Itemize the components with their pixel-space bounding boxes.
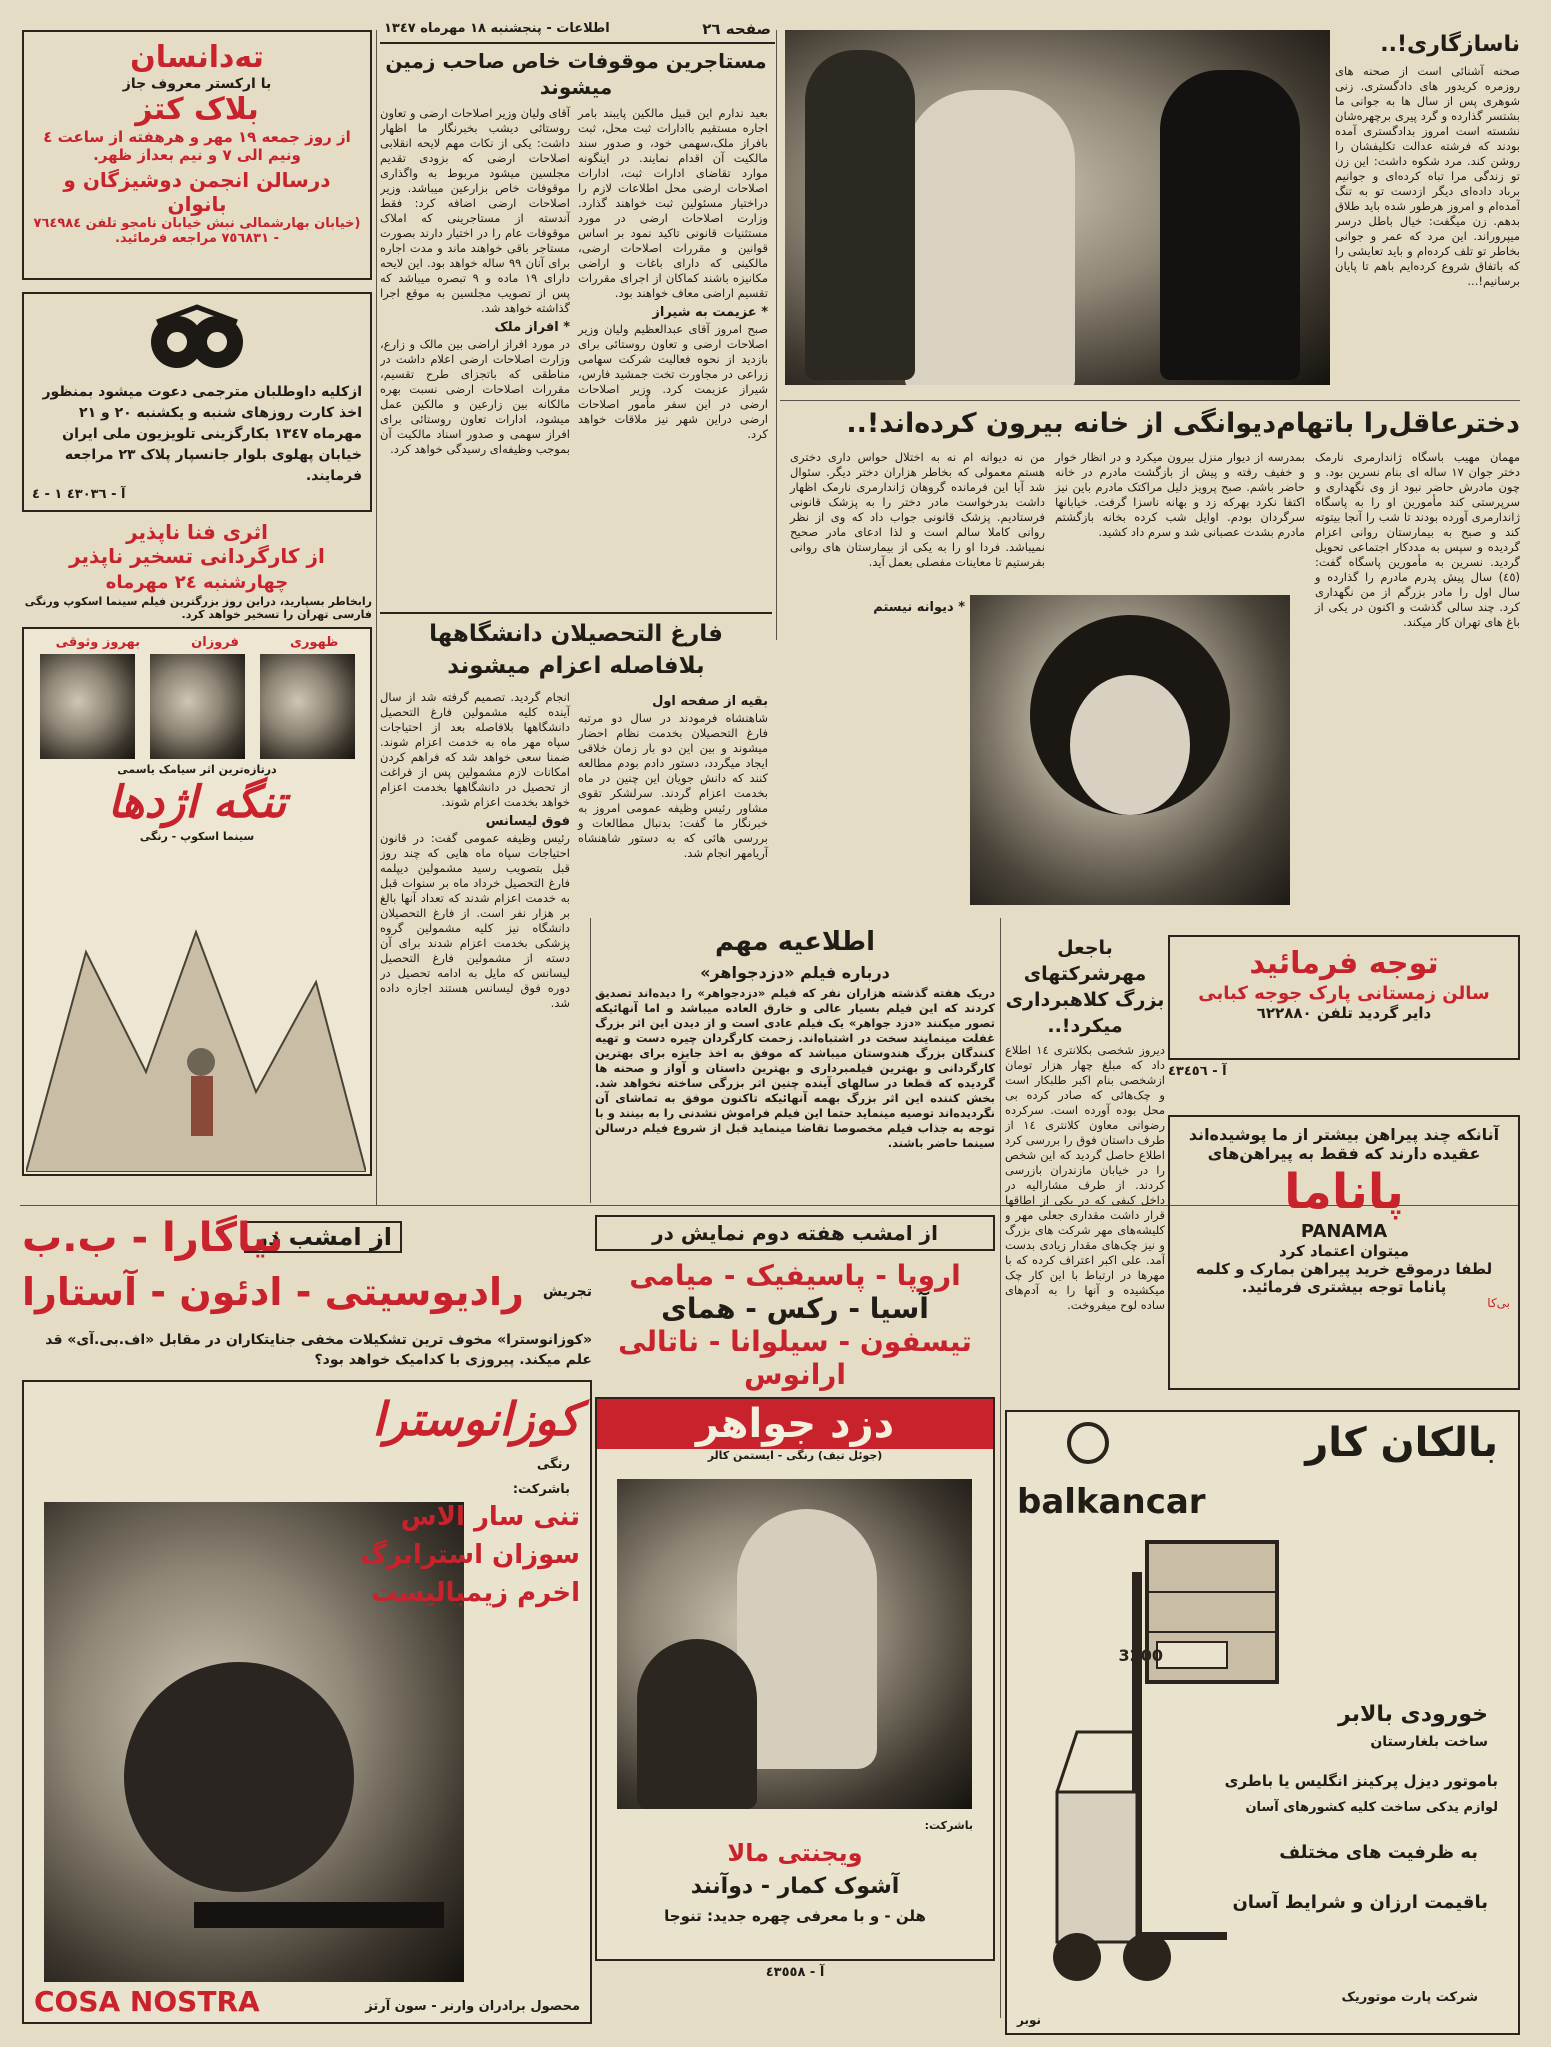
- paper-dateline: اطلاعات - پنجشنبه ١٨ مهرماه ١٣٤٧: [384, 21, 610, 36]
- article-body: بعید ندارم این قبیل مالکین پایبند بامر اجاره مستقیم باادارات ثبت محل، ثبت بافراز ملک،سهمی خود، و صدور سند مالکیت آن اقدام نمایند. در اینگونه موارد تقاضای ادارات ثبت، ادارات اصلاحات ارضی محل اطلاعات لازم را دراختیار مسئولین ثبت خواهند گذارد. وزارت اصلاحات ارضی در مورد مستثنیات قانونی تاکید نمود بر اساس قوانین و مقررات اصلاحات ارضی، مالکینی که دارای باغات و اراضی مکانیزه باشند کماکان از اجرای مقررات تقسیم اراضی معاف خواهند بود.: [578, 106, 768, 300]
- ad-tedansan: [22, 30, 372, 280]
- figure-man: [905, 90, 1075, 385]
- row-rule: [780, 400, 1520, 401]
- article-headline: باجعل مهرشرکتهای بزرگ کلاهبرداری میکرد!..: [1005, 937, 1165, 1037]
- article-sad: [1335, 30, 1520, 395]
- poster-photo: [44, 1502, 464, 1982]
- ad-translators: [22, 292, 372, 512]
- cinema-list: رادیوسیتی - ادئون - آستارا: [22, 1270, 524, 1314]
- ad-code: آ - ٤٣٤٥٦: [1168, 1064, 1227, 1079]
- notice-title: اطلاعیه مهم: [715, 927, 875, 957]
- cinema-list: اروپا - پاسیفیک - میامی: [629, 1259, 961, 1292]
- actor-name: فروزان: [191, 635, 239, 650]
- article-tenants: [380, 48, 772, 608]
- ad-balkancar: [1005, 1410, 1520, 2035]
- ad-tagline: از کارگردانی تسخیر ناپذیر: [69, 544, 325, 568]
- producer-credit: محصول برادران وارنر - سون آرتز: [365, 1999, 580, 2014]
- ad-signature: نوبر: [1017, 2013, 1041, 2027]
- latin-title: COSA NOSTRA: [34, 1985, 260, 2018]
- premiere-date: چهارشنبه ٢٤ مهرماه: [105, 572, 289, 593]
- article-girl-headline: دخترعاقل‌را باتهام‌دیوانگی از خانه بیرون کرده‌اند!..: [846, 408, 1520, 439]
- figure-woman: [1160, 70, 1300, 380]
- film-format: سینما اسکوپ - رنگی: [139, 830, 255, 843]
- actor-name: ظهوری: [290, 635, 339, 650]
- director-credit: درتازه‌ترین اثر سیامک یاسمی: [117, 763, 277, 776]
- ad-text: با ارکستر معروف جاز: [122, 76, 272, 92]
- ad-notice: [1168, 935, 1520, 1100]
- article-body: آقای ولیان وزیر اصلاحات ارضی و تعاون روستائی دیشب بخبرنگار ما اظهار داشت: یکی از نکات مهم لایحه انقلابی اصلاحات ارضی که بزودی تقدیم مجلسین میشود مربوط به واگذاری موقوفات خاص بزارعین میباشد. وزیر اصلاحات ارضی اضافه کرد: فقط آندسته از مستاجرینی که املاک موقوفات عام را در اختیار دارند بصورت مستاجر باقی خواهند ماند و مدت اجاره برای آنان ٩٩ ساله خواهد بود. این لایحه دارای ١٩ ماده و ٩ تبصره میباشد که پس از تصویب مجلسین به موقع اجرا گذاشته خواهد شد.: [380, 106, 570, 315]
- article-body: بمدرسه از دیوار منزل بیرون میکرد و در انظار خوار و خفیف رفته و پیش از بازگشت مادرم در خانه حاضر باشم. صبح پرویز دلیل مراکتک مادرم باین نیز اکتفا نکرد بهرکه زد و بهانه ناسزا گرفت. خیابانها سرگردان بودم. اوایل شب کرده بخانه بازگشتم مادرم بشدت عصبانی شد و سرم داد کشید.: [1055, 450, 1305, 539]
- article-subhead: بقیه از صفحه اول: [652, 694, 768, 709]
- ad-text: رابخاطر بسپارید، دراین روز بزرگترین فیلم سینما اسکوپ ورنگی فارسی تهران را تسخیر خواهد کرد.: [24, 595, 372, 621]
- cinema-list: تیسفون - سیلوانا - ناتالی: [618, 1325, 972, 1358]
- article-headline: ناسازگاری!..: [1380, 32, 1520, 57]
- figure-gun: [194, 1902, 444, 1928]
- figure-girl-face: [1070, 675, 1190, 815]
- ad-signature: بی‌کا: [1487, 1296, 1510, 1310]
- article-body: صبح امروز آقای عبدالعظیم ولیان وزیر اصلاحات ارضی و تعاون روستائی برای بازدید از نحوه فعالیت شرکت سهامی زراعی در مجاورت تخت جمشید فارس، شیراز عزیمت کرد. وزیر اصلاحات ارضی در این سفر مأمور اصلاحات ارضی دراین شهر نیز ملاقات خواهد کرد.: [578, 322, 768, 441]
- ad-text: باموتور دیزل پرکینز انگلیس یا باطری: [1224, 1772, 1498, 1790]
- film-title: دزد جواهر: [597, 1399, 993, 1449]
- cast-name: تنی سار الاس: [400, 1502, 580, 1532]
- ad-description: «کوزانوسترا» مخوف ترین تشکیلات مخفی جنایتکاران در مقابل «اف.بی.آی» قد علم میکند. پیروزی با کدامیک خواهد بود؟: [45, 1332, 592, 1368]
- ad-text: عقیده دارند که فقط به پیراهن‌های: [1207, 1144, 1481, 1163]
- band-name: بلاک کتز: [135, 92, 259, 127]
- cast-name: اخرم زیمبالیست: [371, 1578, 580, 1608]
- ad-text: آنانکه چند پیراهن بیشتر از ما پوشیده‌اند: [1188, 1125, 1500, 1144]
- forklift-illustration: [1037, 1532, 1297, 2002]
- article-subhead: * عزیمت به شیراز: [652, 305, 768, 320]
- brand-latin: PANAMA: [1300, 1221, 1388, 1242]
- film-subtitle: (جوئل تیف) رنگی - ایستمن کالر: [707, 1449, 883, 1462]
- film-title: تنگه اژدها: [107, 777, 287, 828]
- ad-panama: [1168, 1115, 1520, 1390]
- cast-name: سوزان استرابرگ: [360, 1540, 580, 1570]
- page-number: صفحه ٢٦: [702, 20, 771, 38]
- ad-text: تجریش: [542, 1284, 592, 1300]
- column-rule: [376, 30, 377, 1205]
- ad-text: از روز جمعه ١٩ مهر و هرهفته از ساعت ٤ ونیم الی ٧ و نیم بعداز ظهر.: [43, 128, 351, 164]
- ad-text: ازکلیه داوطلبان مترجمی دعوت میشود بمنظور اخذ کارت روزهای شنبه و یکشنبه ٢٠ و ٢١ مهرماه ١٣٤٧ بکارگزینی تلویزیون ملی ایران خیابان پهلوی بلوار جانسپار پلاک ٢٣ مراجعه فرمایند.: [42, 384, 362, 484]
- venue-name: درسالن انجمن دوشیزگان و بانوان: [63, 168, 331, 216]
- article-fraud: [1005, 935, 1165, 1360]
- ad-text: از امشب هفته دوم نمایش در: [595, 1215, 995, 1251]
- figure-face: [124, 1662, 354, 1892]
- figure-woman: [637, 1639, 757, 1809]
- cast-label: باشرکت:: [924, 1819, 973, 1832]
- ad-cosa-nostra: [22, 1215, 592, 2035]
- poster: [22, 1380, 592, 2024]
- ad-text: باقیمت ارزان و شرایط آسان: [1232, 1892, 1488, 1913]
- ad-phone: دایر گردید تلفن ٦٢٢٨٨٠: [1256, 1004, 1432, 1022]
- actor-portrait: [260, 654, 355, 759]
- poster: [595, 1397, 995, 1961]
- actor-portrait: [40, 654, 135, 759]
- ad-title: ته‌دانسان: [130, 40, 264, 75]
- article-body: صحنه آشنائی است از صحنه های روزمره کریدور های دادگستری. زنی شوهری پس از سال ها به جوانی ما بشتسر گذارده و گرد پیری برچهره‌شان نشسته است امروز بدادگستری آمده بودند که فرشته عدالت تکلیفشان را روشن کند. مرد شکوه داشت: این زن تو زندگی مرا تباه کرده‌ای و جوانیم برباد داده‌ای دیگر ازدست تو به تنگ آمده‌ام و امروز هرطور شده باید طلاق بدهم. زن میگفت: خیال باطل درسر میپروراند. این مرد که عمر و جوانی بخاطر تو تلف کرده‌ام و باید تعایشی را که باتفاق شروع کرده‌ایم باهم تا پایان برسانیم!...: [1335, 64, 1520, 288]
- brand-latin: balkancar: [1017, 1482, 1206, 1522]
- ad-text: خورودی بالابر: [1338, 1702, 1488, 1727]
- tv-logo: [32, 302, 362, 382]
- cast-name: هلن - و با معرفی چهره جدید: تنوجا: [664, 1907, 926, 1925]
- article-headline: فارغ التحصیلان دانشگاهها بلافاصله اعزام میشوند: [380, 612, 772, 682]
- brand-name: پاناما: [1284, 1164, 1404, 1220]
- article-body: مهمان مهیب باسگاه ژاندارمری نارمک دختر جوان ١٧ ساله ای بنام نسرین بود. و چون مادرش حاضر نبود از وی نگهداری و سرپرستی کند مأمورین او را به پاسگاه ژاندارمری آورده بودند تا شب را آنجا بیتوته کند و صبح به بیمارستان روانی اعزام گردیده و سپس به مددکار اجتماعی تحویل گردید. نسرین به مأمورین پاسگاه گفت: (٤٥) سال پیش پدرم مادرم را گذارده و سال اول را مادر بزرگم از من نگهداری کرد. چند سالی گذشت و اکنون در یکی از باغ های تهران کار میکند.: [1315, 450, 1520, 629]
- poster: [22, 627, 372, 1176]
- ad-title: توجه فرمائید: [1249, 946, 1439, 981]
- ad-jewel-thief: [595, 1215, 995, 2035]
- figure-officer: [805, 50, 915, 380]
- article-body: من نه دیوانه ام نه به اختلال حواس داری دختری هستم معمولی که بخاطر هزاران دختر دیگر. سئوال شد آیا این فرمانده گروهان ژاندارمری نارمک اظهار داشت بدرخواست مادر دختر را به پزشک قانونی فرستادیم. پزشک قانونی جواب داد که وی از نظر روانی کاملا سالم است و لذا ادعای مادر صحیح نمیباشد. فردا او را به یکی از بیمارستان های روانی بفرستیم تا معاینات مفصلی بعمل آید.: [790, 450, 1045, 569]
- article-body: * دیوانه نیستم: [873, 600, 965, 615]
- film-color: رنگی: [536, 1457, 570, 1472]
- ad-firm: شرکت پارت موتوریک: [1341, 1990, 1478, 2005]
- figure-man: [737, 1509, 877, 1769]
- girl-photo: [970, 595, 1290, 905]
- courtroom-photo: [785, 30, 1330, 385]
- ornament-icon: [137, 302, 257, 380]
- column-rule: [1000, 918, 1001, 2018]
- cinema-list: آسیا - رکس - همای: [661, 1292, 929, 1325]
- cast-label: باشرکت:: [512, 1482, 570, 1497]
- ad-text: از امشب در: [244, 1221, 402, 1253]
- ad-text: میتوان اعتماد کرد: [1279, 1242, 1409, 1260]
- ad-code: آ - ٤٣٠٣٦ ١ - ٤: [32, 487, 126, 502]
- ad-text: به ظرفیت های مختلف: [1279, 1842, 1478, 1863]
- ad-text: لطفا درموقع خرید پیراهن بمارک و کلمه پاناما توجه بیشتری فرمائید.: [1195, 1260, 1493, 1296]
- ad-tangeh: [22, 520, 372, 1200]
- mountain-illustration: [26, 892, 366, 1172]
- article-body: رئیس وظیفه عمومی گفت: در قانون احتیاجات سپاه ماه هایی که چند روز قبل بتصویب رسید مشمولین دیپلمه فارغ التحصیل خرداد ماه بر سنوات قبل به خدمت اعزام شدند که تعداد آنها بالغ بر هزار نفر است. از فارغ التحصیلان دانشگاه نیز کلیه مشمولین گروه پزشکی بخدمت اعزام شدند برای آن دسته از مشمولین فارغ التحصیل لیسانس که مایل به ادامه تحصیل در دوره فوق لیسانس هستند اجازه داده شد.: [380, 831, 570, 1010]
- ad-address: (خیابان بهارشمالی نبش خیابان نامجو تلفن ٧٦٤٩٨٤ - ٧٥٦٨٣١ مراجعه فرمائید.: [33, 216, 361, 246]
- cast-name: آشوک کمار - دوآنند: [690, 1874, 900, 1899]
- article-body: دیروز شخصی بکلانتری ١٤ اطلاع داد که مبلغ چهار هزار تومان ازشخصی بنام اکبر طلبکار است و چک‌هائی که صادر کرده بی محل بوده آورده است. سرکرده رضوانی معاون کلانتری ١٤ از طرف داستان فوق را بررسی کرد اطلاع حاصل گردید که این شخص را در خیابان مازندران بازرسی کردند. از طرف مشارالیه در داخل کیفی که در یکی از اطاقها قرار داشت مقداری جعلی مهر و کلیشه‌های مهر شرکت های بزرگ و نیز چک‌های مقدار زیادی بدست آمد. علی اکبر اعتراف کرده که با مهرها در ارتباط با این کار چک میکشیده و آنها را به آدم‌های ساده لوح میفروخت.: [1005, 1043, 1165, 1312]
- poster-photo: [617, 1479, 972, 1809]
- crate-capacity: 3200: [1118, 1646, 1163, 1665]
- ad-code: آ - ٤٣٥٥٨: [765, 1965, 825, 1980]
- ad-text: ساخت بلغارستان: [1370, 1734, 1488, 1750]
- masthead: [380, 18, 775, 44]
- article-subhead: فوق لیسانس: [485, 814, 570, 829]
- actor-name: بهروز وثوقی: [55, 635, 140, 650]
- brand-logo-icon: [1067, 1422, 1109, 1464]
- actor-portrait: [150, 654, 245, 759]
- cast-name: ویجنتی مالا: [727, 1839, 863, 1867]
- brand-name: بالکان کار: [1305, 1420, 1498, 1466]
- film-title: کوزانوسترا: [372, 1392, 580, 1446]
- cinema-name: نیاگارا - ب.ب: [22, 1215, 284, 1261]
- article-body: شاهنشاه فرمودند در سال دو مرتبه فارغ التحصیلان بخدمت نظام احضار میشوند و بین این دو بار زمان خلاقی ایجاد میگردد، دستور دادم بودم مطالعه کنند که دانش جویان این چنین در ماه بخدمت اعزام گردند. سرلشکر تقوی مشاور رئیس وظیفه عمومی امروز به خبرنگار ما گفت: بدنبال مطالعات و بررسی هائی که به دستور شاهنشاه آریامهر انجام شد.: [578, 711, 768, 860]
- article-subhead: * افراز ملک: [494, 320, 570, 335]
- cinema-list: ارانوس: [743, 1358, 847, 1391]
- ad-tagline: اثری فنا ناپذیر: [126, 520, 268, 544]
- article-headline: مستاجرین موقوفات خاص صاحب زمین میشوند: [385, 49, 767, 99]
- notice-body: دریک هفته گذشته هزاران نفر که فیلم «دزدجواهر» را دیده‌اند تصدیق کردند که این فیلم بسیار عالی و خارق العاده میباشد و اما آنهائیکه تصور میکنند «دزد جواهر» یک فیلم عادی است و از دیدن این اثر بزرگ غفلت مینمایند سخت در اشتباه‌اند. زحمت کارگردان چیره دست و تهیه کنندگان بزرگ هندوستان میباشد که موفق به اخذ جایزه برای بهترین کارگردانی و بهترین فیلمبرداری و بهترین داستان و آواز و صحنه ها گردیده که قطعا در سالهای آینده چنین اثر بزرگی ساخته نخواهد شد. بخش کننده این اثر بزرگ بهمه آنهائیکه تاکنون موفق به تماشای آن نگردیده‌اند توصیه مینماید حتما این فیلم فراموش نشدنی را به بینند و با توجه به جذاب فیلم مخصوصا تقاضا مینماید قبل از شروع فیلم درسالن سینما حاضر باشند.: [595, 986, 995, 1150]
- article-body: انجام گردید. تصمیم گرفته شد از سال آینده کلیه مشمولین فارغ التحصیل دانشگاهها بلافاصله بعد از احتیاجات سپاه مهر ماه به خدمت اعزام شوند. ضمنا سعی خواهد شد که فراهم کردن امکانات لازم مشمولین پس از فراغت از تحصیل در دانشگاهها بخدمت اعزام خواهد بخدمت اعزام شوند.: [380, 690, 570, 809]
- ad-text: لوازم یدکی ساخت کلیه کشورهای آسان: [1245, 1800, 1498, 1815]
- notice-article: [595, 925, 995, 1205]
- notice-subtitle: درباره فیلم «دزدجواهر»: [700, 963, 890, 982]
- article-body: در مورد افراز اراضی بین مالک و زارع، وزارت اصلاحات ارضی اعلام داشت در مناطقی که باتجزای طرح تقسیم، مقررات اصلاحات ارضی نسبت بهره مالکانه بین زارعین و مالکین عمل میشود، ادارات تعاون روستائی برای افراز سهمی و صدور اسناد مالکیت آن بموجب وظیفه‌ای رسیدگی خواهد کرد.: [380, 337, 570, 456]
- ad-text: سالن زمستانی پارک جوجه کبابی: [1198, 983, 1490, 1004]
- column-rule: [776, 30, 777, 640]
